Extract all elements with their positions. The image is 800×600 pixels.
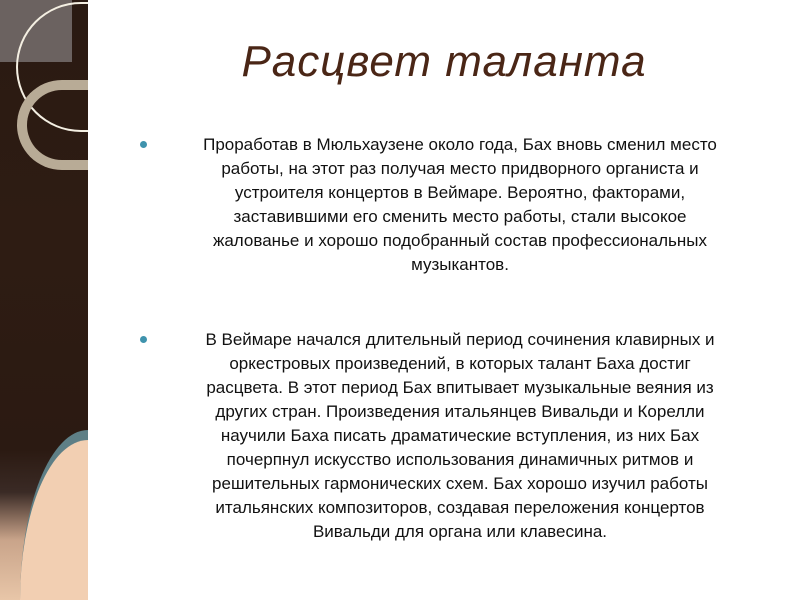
bullet-paragraph-2 [140, 328, 780, 544]
decorative-portrait-strip [0, 0, 88, 600]
text-line: решительных гармонических схем. Бах хорошо изучил работы [212, 474, 708, 493]
text-line: работы, на этот раз получая место придворного органиста и [221, 159, 699, 178]
text-line: других стран. Произведения итальянцев Вивальди и Корелли [215, 402, 705, 421]
bullet-paragraph-1 [140, 133, 780, 277]
bullet-icon [140, 141, 147, 148]
text-line: почерпнул искусство использования динамичных ритмов и [226, 450, 694, 469]
text-line: Вивальди для органа или клавесина. [312, 522, 608, 541]
text-line: Проработав в Мюльхаузене около года, Бах вновь сменил место [203, 135, 717, 154]
text-line: В Веймаре начался длительный период сочинения клавирных и [205, 330, 715, 349]
text-line: жалованье и хорошо подобранный состав профессиональных [212, 231, 708, 250]
text-line: оркестровых произведений, в которых талант Баха достиг [229, 354, 691, 373]
text-line: итальянских композиторов, создавая переложения концертов [215, 498, 705, 517]
slide-title: Расцвет таланта [241, 37, 647, 86]
text-line: заставившими его сменить место работы, стали высокое [233, 207, 687, 226]
text-line: устроителя концертов в Веймаре. Вероятно, факторами, [234, 183, 686, 202]
text-line: расцвета. В этот период Бах впитывает музыкальные веяния из [206, 378, 714, 397]
text-line: музыкантов. [411, 255, 509, 274]
bullet-icon [140, 336, 147, 343]
text-line: научили Баха писать драматические вступления, из них Бах [220, 426, 700, 445]
portrait-face [20, 430, 88, 600]
